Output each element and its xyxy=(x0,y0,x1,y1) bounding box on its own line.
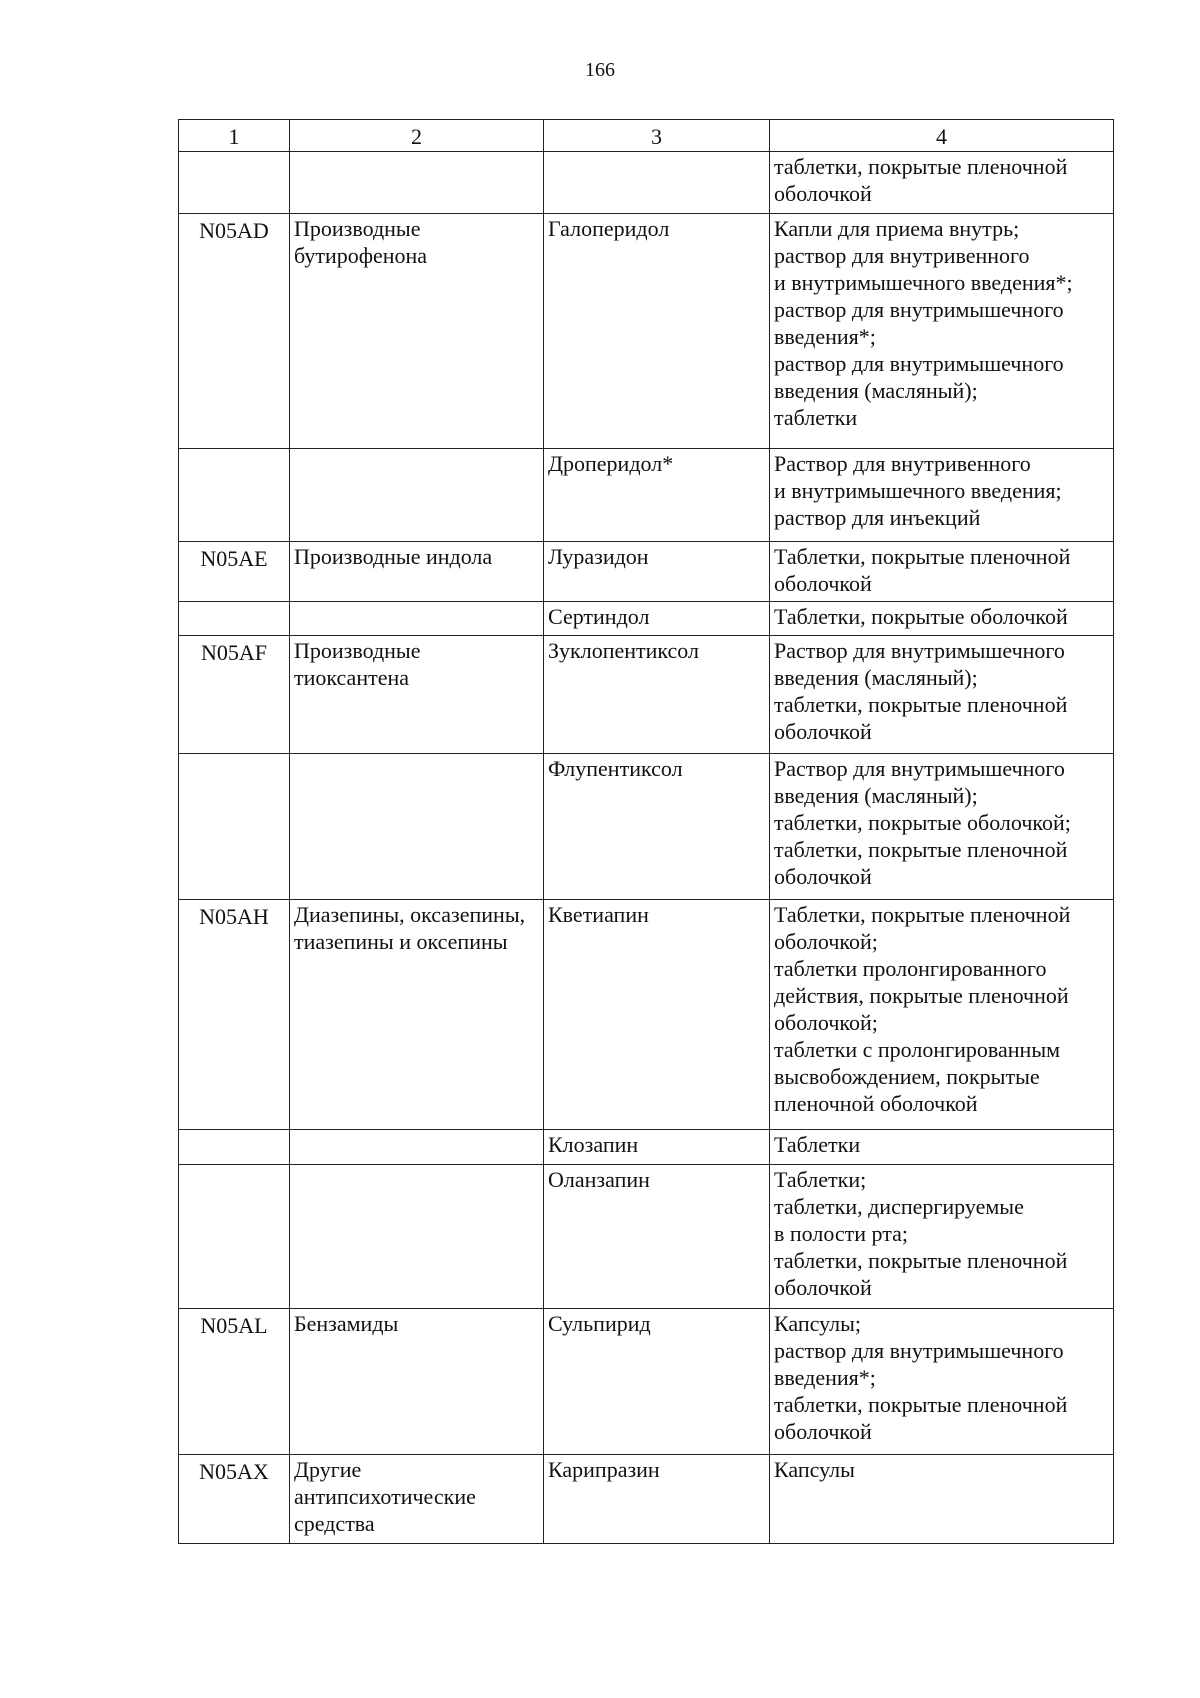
dosage-form-line: таблетки, покрытые оболочкой; xyxy=(774,810,1071,835)
table-header-row xyxy=(179,120,1114,152)
atc-code-cell xyxy=(179,602,290,636)
dosage-form-line: Таблетки, покрытые оболочкой xyxy=(774,604,1068,629)
dosage-form-line: Таблетки, покрытые пленочной xyxy=(774,902,1071,927)
drug-name-cell: Флупентиксол xyxy=(544,754,770,900)
drug-name-cell: Оланзапин xyxy=(544,1165,770,1309)
dosage-form-line: раствор для внутримышечного xyxy=(774,1338,1064,1363)
table-row xyxy=(179,1130,1114,1165)
group-name-cell xyxy=(290,602,544,636)
dosage-form-line: таблетки, покрытые пленочной xyxy=(774,692,1068,717)
dosage-form-line: в полости рта; xyxy=(774,1221,909,1246)
dosage-forms-cell xyxy=(770,542,1114,602)
dosage-form-line: введения*; xyxy=(774,1365,876,1390)
table-body xyxy=(179,152,1114,1544)
dosage-form-line: оболочкой xyxy=(774,571,872,596)
group-name-cell xyxy=(290,1130,544,1165)
drug-name-cell: Кветиапин xyxy=(544,900,770,1130)
column-header-2: 2 xyxy=(290,120,544,152)
group-name-line: Бензамиды xyxy=(294,1311,399,1336)
dosage-form-line: таблетки, покрытые пленочной xyxy=(774,1392,1068,1417)
atc-code-cell: N05AH xyxy=(179,900,290,1130)
dosage-form-line: раствор для внутривенного xyxy=(774,243,1030,268)
dosage-form-line: Капсулы xyxy=(774,1457,855,1482)
dosage-form-line: введения (масляный); xyxy=(774,665,978,690)
dosage-form-line: Раствор для внутримышечного xyxy=(774,638,1065,663)
group-name-line: бутирофенона xyxy=(294,243,428,268)
dosage-form-line: таблетки, диспергируемые xyxy=(774,1194,1024,1219)
dosage-form-line: раствор для инъекций xyxy=(774,505,981,530)
group-name-line: тиазепины и оксепины xyxy=(294,929,508,954)
dosage-form-line: высвобождением, покрытые xyxy=(774,1064,1040,1089)
dosage-form-line: таблетки, покрытые пленочной xyxy=(774,1248,1068,1273)
dosage-form-line: раствор для внутримышечного xyxy=(774,351,1064,376)
group-name-cell xyxy=(290,754,544,900)
dosage-form-line: введения*; xyxy=(774,324,876,349)
group-name-cell xyxy=(290,214,544,449)
drug-name-cell: Карипразин xyxy=(544,1455,770,1544)
group-name-cell xyxy=(290,152,544,214)
dosage-form-line: оболочкой xyxy=(774,1275,872,1300)
dosage-form-line: и внутримышечного введения*; xyxy=(774,270,1073,295)
dosage-form-line: оболочкой xyxy=(774,719,872,744)
atc-code-cell xyxy=(179,1130,290,1165)
atc-code-cell xyxy=(179,754,290,900)
dosage-form-line: введения (масляный); xyxy=(774,783,978,808)
table-row xyxy=(179,542,1114,602)
column-header-4: 4 xyxy=(770,120,1114,152)
drug-name-cell: Дроперидол* xyxy=(544,449,770,542)
atc-code-cell xyxy=(179,152,290,214)
dosage-form-line: Раствор для внутривенного xyxy=(774,451,1031,476)
dosage-form-line: таблетки, покрытые пленочной xyxy=(774,837,1068,862)
dosage-form-line: оболочкой; xyxy=(774,929,878,954)
group-name-cell xyxy=(290,900,544,1130)
group-name-line: средства xyxy=(294,1511,375,1536)
dosage-form-line: действия, покрытые пленочной xyxy=(774,983,1069,1008)
atc-code-cell: N05AD xyxy=(179,214,290,449)
dosage-forms-cell xyxy=(770,1455,1114,1544)
drug-name-cell xyxy=(544,152,770,214)
dosage-form-line: оболочкой xyxy=(774,864,872,889)
atc-code-cell: N05AF xyxy=(179,636,290,754)
table-row xyxy=(179,449,1114,542)
dosage-form-line: пленочной оболочкой xyxy=(774,1091,978,1116)
column-header-3: 3 xyxy=(544,120,770,152)
group-name-line: Производные индола xyxy=(294,544,493,569)
dosage-forms-cell xyxy=(770,602,1114,636)
group-name-line: Производные xyxy=(294,638,421,663)
dosage-forms-cell xyxy=(770,1165,1114,1309)
group-name-cell xyxy=(290,1165,544,1309)
group-name-cell xyxy=(290,1309,544,1455)
dosage-form-line: оболочкой xyxy=(774,181,872,206)
dosage-forms-cell xyxy=(770,754,1114,900)
group-name-cell xyxy=(290,449,544,542)
dosage-form-line: таблетки пролонгированного xyxy=(774,956,1047,981)
table-row xyxy=(179,1165,1114,1309)
atc-code-cell: N05AL xyxy=(179,1309,290,1455)
dosage-form-line: таблетки с пролонгированным xyxy=(774,1037,1061,1062)
dosage-form-line: раствор для внутримышечного xyxy=(774,297,1064,322)
drug-name-cell: Галоперидол xyxy=(544,214,770,449)
dosage-form-line: таблетки xyxy=(774,405,858,430)
dosage-form-line: введения (масляный); xyxy=(774,378,978,403)
table-row xyxy=(179,152,1114,214)
dosage-form-line: Капсулы; xyxy=(774,1311,862,1336)
drug-name-cell: Клозапин xyxy=(544,1130,770,1165)
dosage-form-line: Капли для приема внутрь; xyxy=(774,216,1020,241)
column-header-1: 1 xyxy=(179,120,290,152)
table-row xyxy=(179,1309,1114,1455)
table-row xyxy=(179,754,1114,900)
group-name-line: Производные xyxy=(294,216,421,241)
atc-code-cell xyxy=(179,1165,290,1309)
atc-code-cell: N05AX xyxy=(179,1455,290,1544)
dosage-form-line: таблетки, покрытые пленочной xyxy=(774,154,1068,179)
dosage-form-line: и внутримышечного введения; xyxy=(774,478,1062,503)
dosage-forms-cell xyxy=(770,1309,1114,1455)
dosage-form-line: Таблетки; xyxy=(774,1167,867,1192)
table-row xyxy=(179,1455,1114,1544)
dosage-form-line: Таблетки, покрытые пленочной xyxy=(774,544,1071,569)
table-row xyxy=(179,900,1114,1130)
group-name-cell xyxy=(290,636,544,754)
dosage-forms-cell xyxy=(770,636,1114,754)
dosage-form-line: оболочкой; xyxy=(774,1010,878,1035)
dosage-forms-cell xyxy=(770,900,1114,1130)
dosage-forms-cell xyxy=(770,1130,1114,1165)
drug-name-cell: Сульпирид xyxy=(544,1309,770,1455)
table-row xyxy=(179,602,1114,636)
drug-name-cell: Сертиндол xyxy=(544,602,770,636)
drug-name-cell: Зуклопентиксол xyxy=(544,636,770,754)
dosage-forms-cell xyxy=(770,152,1114,214)
group-name-line: Диазепины, оксазепины, xyxy=(294,902,526,927)
dosage-form-line: оболочкой xyxy=(774,1419,872,1444)
drug-name-cell: Луразидон xyxy=(544,542,770,602)
group-name-line: антипсихотические xyxy=(294,1484,476,1509)
group-name-line: Другие xyxy=(294,1457,362,1482)
atc-code-cell: N05AE xyxy=(179,542,290,602)
table-row xyxy=(179,636,1114,754)
dosage-form-line: Раствор для внутримышечного xyxy=(774,756,1065,781)
page-number: 166 xyxy=(585,59,615,81)
atc-code-cell xyxy=(179,449,290,542)
dosage-forms-cell xyxy=(770,449,1114,542)
dosage-forms-cell xyxy=(770,214,1114,449)
group-name-line: тиоксантена xyxy=(294,665,410,690)
table-row xyxy=(179,214,1114,449)
group-name-cell xyxy=(290,1455,544,1544)
group-name-cell xyxy=(290,542,544,602)
drug-table xyxy=(178,119,1114,1544)
dosage-form-line: Таблетки xyxy=(774,1132,861,1157)
